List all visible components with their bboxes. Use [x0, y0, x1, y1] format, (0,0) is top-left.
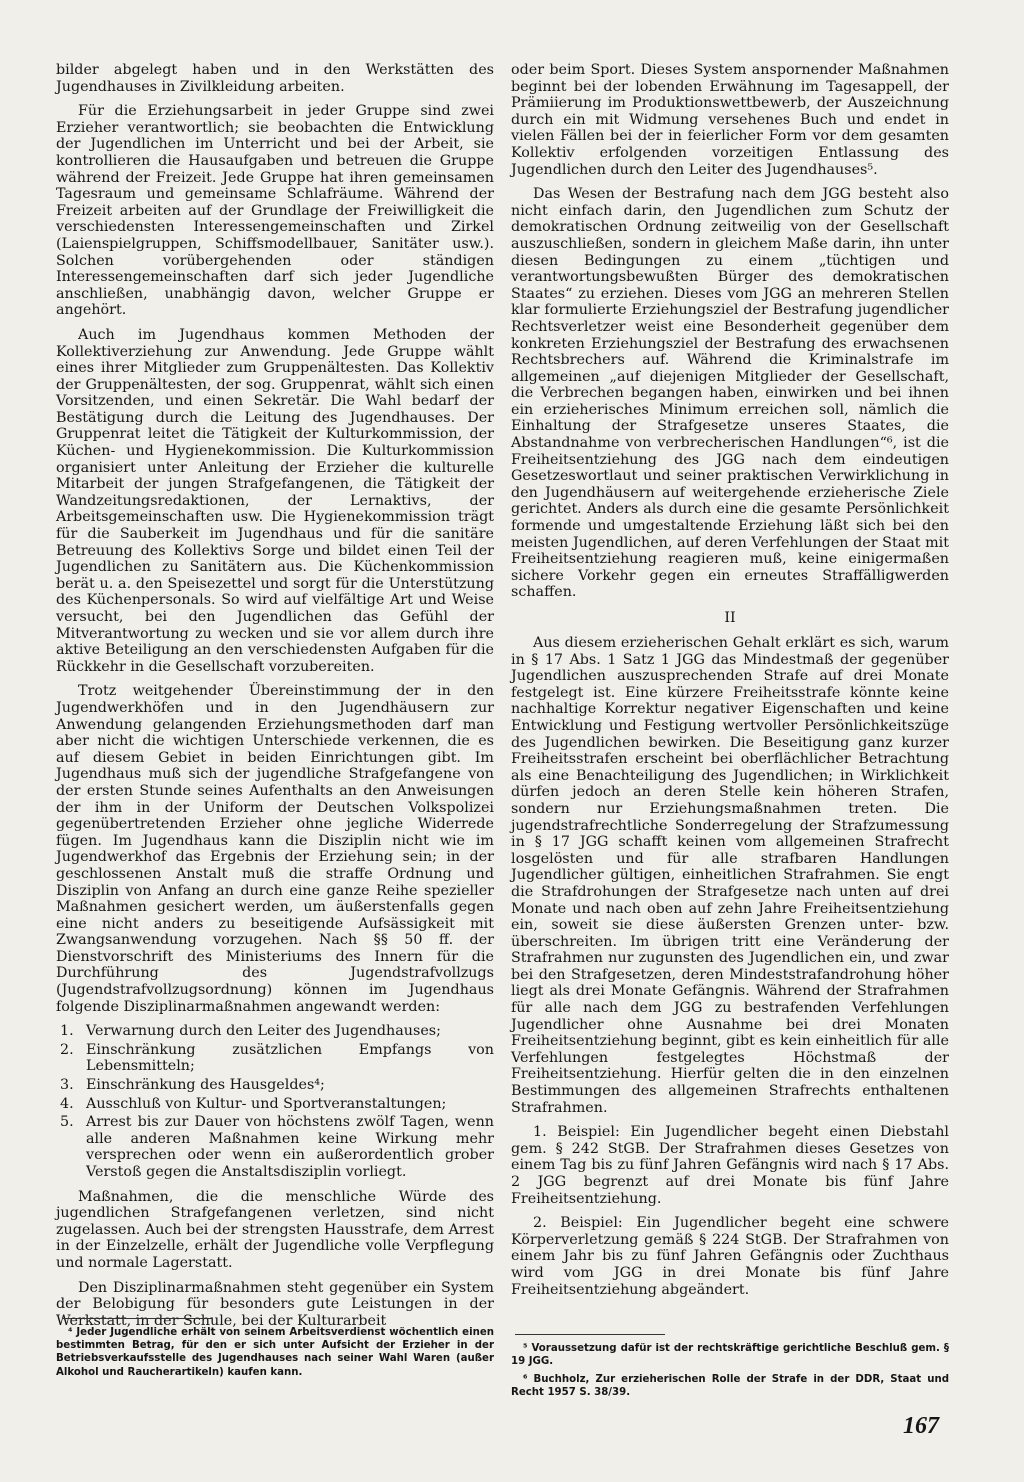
- paragraph: bilder abgelegt haben und in den Werkstätten des Jugendhauses in Zivilkleidung arbeiten.: [56, 62, 494, 95]
- page-number: 167: [903, 1413, 939, 1439]
- footnote-divider: [515, 1334, 665, 1335]
- section-heading: II: [724, 610, 736, 626]
- list-item: [56, 1096, 494, 1113]
- footnote-5: ⁵ Voraussetzung dafür ist der rechtskräftige gerichtliche Beschluß gem. § 19 JGG.: [511, 1343, 949, 1368]
- paragraph: Maßnahmen, die die menschliche Würde des jugendlichen Strafgefangenen verletzen, sind nicht zugelassen. Auch bei der strengsten Hausstrafe, dem Arrest in der Einzelzelle, erhält der Jugendliche volle Verpflegung und normale Lagerstatt.: [56, 1188, 494, 1271]
- footnote-4: ⁴ Jeder Jugendliche erhält von seinem Arbeitsverdienst wöchentlich einen bestimmten Betrag, für den er sich unter Aufsicht der Erzieher in der Betriebsverkaufsstelle des Jugendhauses nach seiner Wahl Waren (außer Alkohol und Raucherartikeln) kaufen kann.: [56, 1327, 494, 1378]
- paragraph: Das Wesen der Bestrafung nach dem JGG besteht also nicht einfach darin, den Jugendlichen zum Schutz der demokratischen Ordnung zeitweilig von der Gesellschaft auszuschließen, sondern in gleichem Maße darin, ihn unter diesen Bedingungen zu einem „tüchtigen und verantwortungsbewußten Bürger des demokratischen Staates“ zu erziehen. Dieses vom JGG an mehreren Stellen klar formulierte Erziehungsziel der Bestrafung jugendlicher Rechtsverletzer weist eine Besonderheit gegenüber dem konkreten Erziehungsziel der Bestrafung des erwachsenen Rechtsbrechers auf. Während die Kriminalstrafe im allgemeinen „auf diejenigen Mitglieder der Gesellschaft, die Verbrechen begangen haben, einwirken und bei ihnen ein erzieherisches Minimum erreichen soll, nämlich die Einhaltung der Strafgesetze unseres Staates, die Abstandnahme von verbrecherischen Handlungen“⁶, ist die Freiheitsentziehung des JGG nach dem eindeutigen Gesetzeswortlaut und seiner praktischen Verwirklichung in den Jugendhäusern auf weitergehende erzieherische Ziele gerichtet. Anders als durch eine die gesamte Persönlichkeit formende und umgestaltende Erziehung läßt sich bei den meisten Jugendlichen, auf deren Verfehlungen der Staat mit Freiheitsentziehung reagieren muß, keine einigermaßen sichere Vorkehr gegen ein erneutes Straffälligwerden schaffen.: [511, 186, 949, 601]
- list-number: 2.: [60, 1041, 74, 1058]
- paragraph: Aus diesem erzieherischen Gehalt erklärt es sich, warum in § 17 Abs. 1 Satz 1 JGG das Mindestmaß der gegenüber Jugendlichen auszusprechenden Strafe auf drei Monate festgelegt ist. Eine kürzere Freiheitsstrafe könnte keine nachhaltige Korrektur negativer Eigenschaften und keine Entwicklung und Festigung wertvoller Persönlichkeitszüge des Jugendlichen bewirken. Die Beseitigung ganz kurzer Freiheitsstrafen erscheint bei oberflächlicher Betrachtung als eine Benachteiligung des Jugendlichen; in Wirklichkeit dürfen jedoch an deren Stelle kein höheren Strafen, sondern nur Erziehungsmaßnahmen treten. Die jugendstrafrechtliche Sonderregelung der Strafzumessung in § 17 JGG schafft keinen vom allgemeinen Strafrecht losgelösten und für alle strafbaren Handlungen Jugendlicher gültigen, einheitlichen Strafrahmen. Sie engt die Strafdrohungen der Strafgesetze nach unten auf drei Monate und nach oben auf zehn Jahre Freiheitsentziehung ein, soweit sie diese äußersten Grenzen unter- bzw. überschreiten. Im übrigen tritt eine Veränderung der Strafrahmen nur zugunsten des Jugendlichen ein, und zwar bei den Strafgesetzen, deren Mindeststrafandrohung höher liegt als drei Monate Gefängnis. Während der Strafrahmen für alle nach dem JGG zu bestrafenden Verfehlungen Jugendlicher ohne Ausnahme bei drei Monaten Freiheitsentziehung beginnt, gibt es kein einheitlich für alle Verfehlungen festgelegtes Höchstmaß der Freiheitsentziehung. Hierfür gelten die in den einzelnen Bestimmungen des allgemeinen Strafrechts enthaltenen Strafrahmen.: [511, 635, 949, 1116]
- paragraph: Auch im Jugendhaus kommen Methoden der Kollektiverziehung zur Anwendung. Jede Gruppe wählt eines ihrer Mitglieder zum Gruppenältesten. Das Kollektiv der Gruppenältesten, der sog. Gruppenrat, wählt sich einen Vorsitzenden, und einen Sekretär. Die Wahl bedarf der Bestätigung durch die Leitung des Jugendhauses. Der Gruppenrat leitet die Tätigkeit der Kulturkommission, der Küchen- und Hygienekommission. Die Kulturkommission organisiert unter Anleitung der Erzieher die kulturelle Mitarbeit der jungen Strafgefangenen, die Tätigkeit der Wandzeitungsredaktionen, der Lernaktivs, der Arbeitsgemeinschaften usw. Die Hygienekommission trägt für die Sauberkeit im Jugendhaus und für die sanitäre Betreuung des Kollektivs Sorge und bildet einen Teil der Jugendlichen zu Sanitätern aus. Die Küchenkommission berät u. a. den Speisezettel und sorgt für die Unterstützung des Küchenpersonals. So wird auf vielfältige Art und Weise versucht, bei den Jugendlichen das Gefühl der Mitverantwortung zu wecken und sie vor allem durch ihre aktive Beteiligung an den verschiedensten Aufgaben für die Rückkehr in die Gesellschaft vorzubereiten.: [56, 326, 494, 675]
- paragraph: oder beim Sport. Dieses System anspornender Maßnahmen beginnt bei der lobenden Erwähnung im Tagesappell, der Prämiierung im Produktionswettbewerb, der Auszeichnung durch ein mit Widmung versehenes Buch und endet in vielen Fällen bei der in feierlicher Form vor dem gesamten Kollektiv erfolgenden vorzeitigen Entlassung des Jugendlichen durch den Leiter des Jugendhauses⁵.: [511, 62, 949, 178]
- list-item: [56, 1077, 494, 1094]
- paragraph: Für die Erziehungsarbeit in jeder Gruppe sind zwei Erzieher verantwortlich; sie beobachten die Entwicklung der Jugendlichen im Unterricht und bei der Arbeit, sie kontrollieren die Hausaufgaben und betreuen die Gruppe während der Freizeit. Jede Gruppe hat ihren gemeinsamen Tagesraum und gemeinsame Schlafräume. Während der Freizeit arbeiten auf der Grundlage der Freiwilligkeit die verschiedensten Interessengemeinschaften und Zirkel (Laienspielgruppen, Schiffsmodellbauer, Sanitäter usw.). Solchen vorübergehenden oder ständigen Interessengemeinschaften darf sich jeder Jugendliche anschließen, unabhängig davon, welcher Gruppe er angehört.: [56, 103, 494, 319]
- disciplinary-measures-list: [56, 1023, 494, 1180]
- list-item: [56, 1023, 494, 1040]
- footnote-divider: [62, 1318, 212, 1319]
- paragraph: 1. Beispiel: Ein Jugendlicher begeht einen Diebstahl gem. § 242 StGB. Der Strafrahmen dieses Gesetzes von einem Tag bis zu fünf Jahren Gefängnis wird nach § 17 Abs. 2 JGG begrenzt auf drei Monate bis fünf Jahre Freiheitsentziehung.: [511, 1124, 949, 1207]
- list-text: Einschränkung des Hausgeldes⁴;: [86, 1077, 325, 1094]
- paragraph: Den Disziplinarmaßnahmen steht gegenüber ein System der Belobigung für besonders gute Leistungen in der Werkstatt, in der Schule, bei der Kulturarbeit: [56, 1279, 494, 1329]
- list-number: 3.: [60, 1077, 74, 1094]
- left-column: [56, 62, 494, 1337]
- paragraph: 2. Beispiel: Ein Jugendlicher begeht eine schwere Körperverletzung gemäß § 224 StGB. Der Strafrahmen von einem Jahr bis zu fünf Jahren Gefängnis oder Zuchthaus wird vom JGG in drei Monate bis fünf Jahre Freiheitsentziehung abgeändert.: [511, 1215, 949, 1298]
- list-number: 1.: [60, 1023, 74, 1040]
- footnote-6: ⁶ Buchholz, Zur erzieherischen Rolle der Strafe in der DDR, Staat und Recht 1957 S. 38/39.: [511, 1374, 949, 1399]
- list-text: Ausschluß von Kultur- und Sportveranstaltungen;: [86, 1095, 447, 1112]
- list-text: Verwarnung durch den Leiter des Jugendhauses;: [86, 1023, 441, 1040]
- list-number: 5.: [60, 1114, 74, 1131]
- right-column: [511, 62, 949, 1306]
- list-text: Arrest bis zur Dauer von höchstens zwölf Tagen, wenn alle anderen Maßnahmen keine Wirkung mehr versprechen oder wenn ein außerordentlich grober Verstoß gegen die Anstaltsdisziplin vorliegt.: [86, 1114, 494, 1180]
- list-text: Einschränkung zusätzlichen Empfangs von Lebensmitteln;: [86, 1041, 494, 1075]
- list-item: [56, 1042, 494, 1075]
- paragraph: Trotz weitgehender Übereinstimmung der in den Jugendwerkhöfen und in den Jugendhäusern zur Anwendung gelangenden Erziehungsmethoden darf man aber nicht die wichtigen Unterschiede verkennen, die es auf diesem Gebiet in beiden Einrichtungen gibt. Im Jugendhaus muß sich der jugendliche Strafgefangene von der ersten Stunde seines Aufenthalts an den Anweisungen der ihm in der Uniform der Deutschen Volkspolizei gegenübertretenden Erzieher ohne jegliche Widerrede fügen. Im Jugendhaus kann die Disziplin nicht wie im Jugendwerkhof das Ergebnis der Erziehung sein; in der geschlossenen Anstalt muß die straffe Ordnung und Disziplin von Anfang an durch eine ganze Reihe spezieller Maßnahmen gesichert werden, um äußerstenfalls gegen eine nicht anders zu beseitigende Aufsässigkeit mit Zwangsanwendung vorzugehen. Nach §§ 50 ff. der Dienstvorschrift des Ministeriums des Innern für die Durchführung des Jugendstrafvollzugs (Jugendstrafvollzugsordnung) können im Jugendhaus folgende Disziplinarmaßnahmen angewandt werden:: [56, 683, 494, 1015]
- list-item: [56, 1114, 494, 1180]
- list-number: 4.: [60, 1095, 74, 1112]
